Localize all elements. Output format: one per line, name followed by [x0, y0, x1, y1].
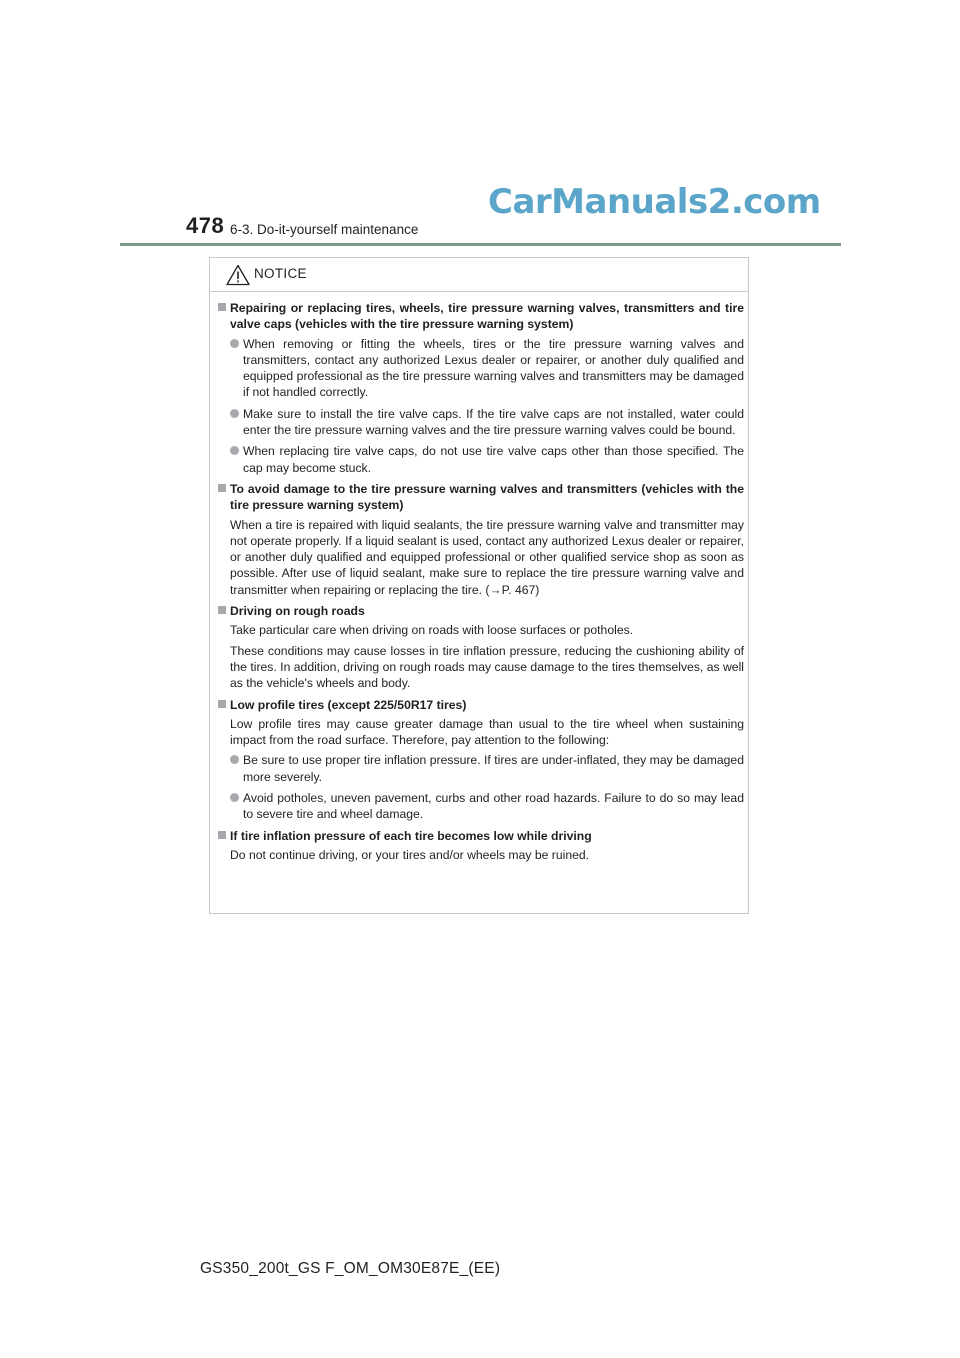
round-bullet-icon	[230, 755, 239, 764]
section-title: 6-3. Do-it-yourself maintenance	[230, 222, 419, 237]
notice-section	[218, 300, 744, 476]
bullet-item	[218, 790, 744, 823]
notice-body	[218, 300, 744, 868]
section-heading-text: If tire inflation pressure of each tire becomes low while driving	[230, 828, 592, 843]
section-heading-text: Low profile tires (except 225/50R17 tires)	[230, 697, 467, 712]
watermark: CarManuals2.com	[488, 182, 821, 222]
notice-section	[218, 481, 744, 598]
warning-triangle-icon	[226, 264, 250, 286]
notice-header	[210, 258, 748, 292]
section-paragraph: When a tire is repaired with liquid sealants, the tire pressure warning valve and transmitter may not operate properly. If a liquid sealant is used, contact any authorized Lexus dealer or repairer, or another duly qualified and equipped professional or other qualified service shop as soon as possible. After use of liquid sealant, make sure to replace the tire pressure warning valve and transmitter when repairing or replacing the tire. (→P. 467)	[230, 517, 744, 597]
notice-section	[218, 828, 744, 864]
bullet-text: When replacing tire valve caps, do not use tire valve caps other than those specified. The cap may become stuck.	[243, 444, 744, 475]
notice-box	[209, 257, 749, 914]
section-heading-text: To avoid damage to the tire pressure warning valves and transmitters (vehicles with the tire pressure warning system)	[230, 481, 744, 513]
square-bullet-icon	[218, 303, 226, 311]
bullet-text: Avoid potholes, uneven pavement, curbs and other road hazards. Failure to do so may lead to severe tire and wheel damage.	[243, 791, 744, 822]
notice-label: NOTICE	[254, 266, 307, 281]
round-bullet-icon	[230, 409, 239, 418]
bullet-item	[218, 336, 744, 401]
bullet-text: When removing or fitting the wheels, tires or the tire pressure warning valves and transmitters, contact any authorized Lexus dealer or repairer, or another duly qualified and equipped professional as the tire pressure warning valves and transmitters may be damaged if not handled correctly.	[243, 336, 744, 400]
round-bullet-icon	[230, 793, 239, 802]
section-heading-text: Driving on rough roads	[230, 604, 365, 619]
header-rule	[120, 243, 841, 246]
page-number: 478	[186, 213, 225, 238]
section-heading	[218, 300, 744, 333]
section-heading	[218, 603, 744, 619]
bullet-text: Be sure to use proper tire inflation pressure. If tires are under-inflated, they may be damaged more severely.	[243, 753, 744, 784]
square-bullet-icon	[218, 700, 226, 708]
section-heading	[218, 828, 744, 844]
section-paragraph: These conditions may cause losses in tire inflation pressure, reducing the cushioning ability of the tires. In addition, driving on rough roads may cause damage to the tires themselves, as well as the vehicle's wheels and body.	[230, 643, 744, 691]
square-bullet-icon	[218, 606, 226, 614]
footer-code: GS350_200t_GS F_OM_OM30E87E_(EE)	[200, 1260, 501, 1277]
section-paragraph: Do not continue driving, or your tires and/or wheels may be ruined.	[230, 847, 590, 862]
bullet-text: Make sure to install the tire valve caps. If the tire valve caps are not installed, water could enter the tire pressure warning valves and the tire pressure warning valves could be bound.	[243, 406, 744, 438]
bullet-item	[218, 406, 744, 439]
bullet-item	[218, 752, 744, 785]
round-bullet-icon	[230, 339, 239, 348]
section-paragraph: Take particular care when driving on roads with loose surfaces or potholes.	[230, 623, 634, 638]
square-bullet-icon	[218, 831, 226, 839]
notice-section	[218, 603, 744, 691]
notice-section	[218, 697, 744, 823]
round-bullet-icon	[230, 446, 239, 455]
bullet-item	[218, 443, 744, 476]
section-heading	[218, 481, 744, 514]
section-paragraph: Low profile tires may cause greater damage than usual to the tire wheel when sustaining impact from the road surface. Therefore, pay attention to the following:	[230, 716, 744, 748]
section-heading-text: Repairing or replacing tires, wheels, tire pressure warning valves, transmitters and tire valve caps (vehicles with the tire pressure warning system)	[230, 301, 744, 332]
square-bullet-icon	[218, 484, 226, 492]
section-heading	[218, 697, 744, 713]
